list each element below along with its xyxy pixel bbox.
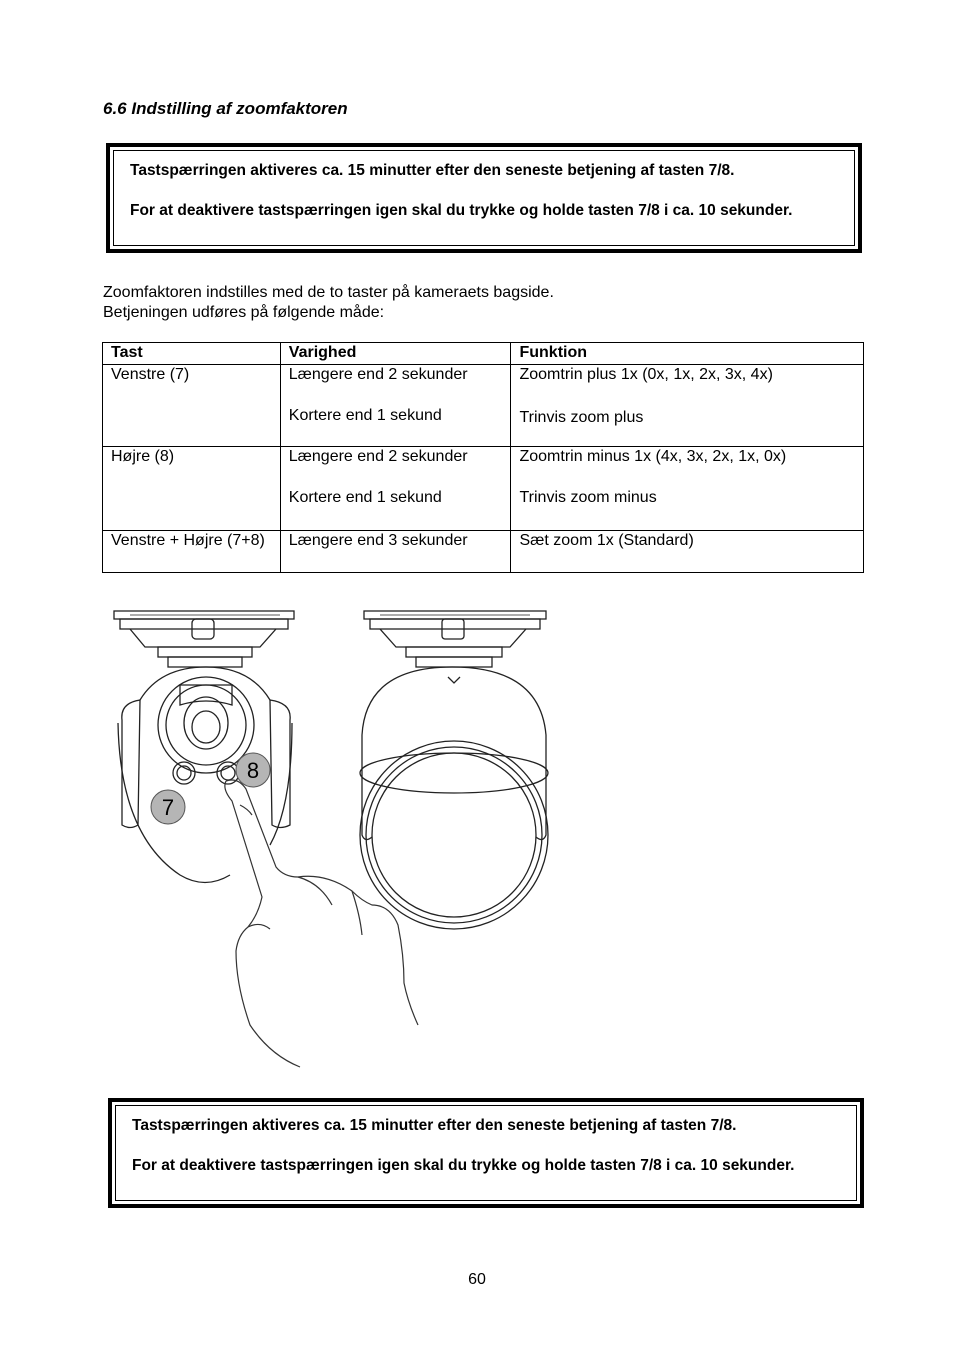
button-8-label: 8 [246, 758, 260, 783]
table-header-tast: Tast [103, 343, 281, 365]
function-line: Zoomtrin minus 1x (4x, 3x, 2x, 1x, 0x) [519, 448, 787, 465]
notice-box-bottom [108, 1098, 864, 1208]
duration-line: Længere end 3 sekunder [288, 532, 468, 549]
table-header-funktion: Funktion [511, 343, 864, 365]
notice-top-line1: Tastspærringen aktiveres ca. 15 minutter efter den seneste betjening af tasten 7/8. [130, 162, 735, 179]
section-heading: 6.6 Indstilling af zoomfaktoren [103, 99, 348, 118]
intro-text [103, 283, 554, 323]
button-8-callout [236, 753, 270, 787]
button-7-label: 7 [161, 795, 175, 820]
table-header-varighed: Varighed [280, 343, 511, 365]
table-cell-key: Højre (8) [103, 447, 281, 531]
notice-bottom-line1: Tastspærringen aktiveres ca. 15 minutter efter den seneste betjening af tasten 7/8. [132, 1117, 737, 1134]
duration-line: Længere end 2 sekunder [288, 448, 468, 465]
zoom-table [102, 342, 864, 573]
notice-top-line2: For at deaktivere tastspærringen igen skal du trykke og holde tasten 7/8 i ca. 10 sekunder. [130, 202, 793, 219]
hand-illustration [225, 780, 418, 1067]
page-number: 60 [468, 1271, 486, 1288]
camera-illustration [100, 605, 560, 1075]
right-camera-mount [364, 611, 546, 667]
button-7-callout [151, 790, 185, 824]
table-header-row [103, 343, 864, 365]
function-line: Zoomtrin plus 1x (0x, 1x, 2x, 3x, 4x) [519, 366, 773, 383]
notice-box-top-inner [113, 150, 855, 246]
notice-box-bottom-inner [115, 1105, 857, 1201]
table-cell-function [511, 531, 864, 573]
table-cell-key: Venstre (7) [103, 365, 281, 447]
table-cell-duration [280, 365, 511, 447]
function-line: Sæt zoom 1x (Standard) [519, 532, 694, 549]
intro-line2: Betjeningen udføres på følgende måde: [103, 304, 385, 321]
duration-line: Kortere end 1 sekund [288, 407, 442, 424]
duration-line: Længere end 2 sekunder [288, 366, 468, 383]
table-cell-duration [280, 531, 511, 573]
table-row [103, 531, 864, 573]
intro-line1: Zoomfaktoren indstilles med de to taster på kameraets bagside. [103, 284, 554, 301]
table-cell-function [511, 365, 864, 447]
right-camera-body [360, 667, 548, 929]
function-line: Trinvis zoom plus [519, 409, 644, 426]
table-cell-duration [280, 447, 511, 531]
table-row [103, 447, 864, 531]
table-row [103, 365, 864, 447]
notice-box-top [106, 143, 862, 253]
table-cell-function [511, 447, 864, 531]
left-camera-mount [114, 611, 294, 667]
function-line: Trinvis zoom minus [519, 489, 657, 506]
duration-line: Kortere end 1 sekund [288, 489, 442, 506]
notice-bottom-line2: For at deaktivere tastspærringen igen skal du trykke og holde tasten 7/8 i ca. 10 sekunder. [132, 1157, 795, 1174]
table-cell-key: Venstre + Højre (7+8) [103, 531, 281, 573]
